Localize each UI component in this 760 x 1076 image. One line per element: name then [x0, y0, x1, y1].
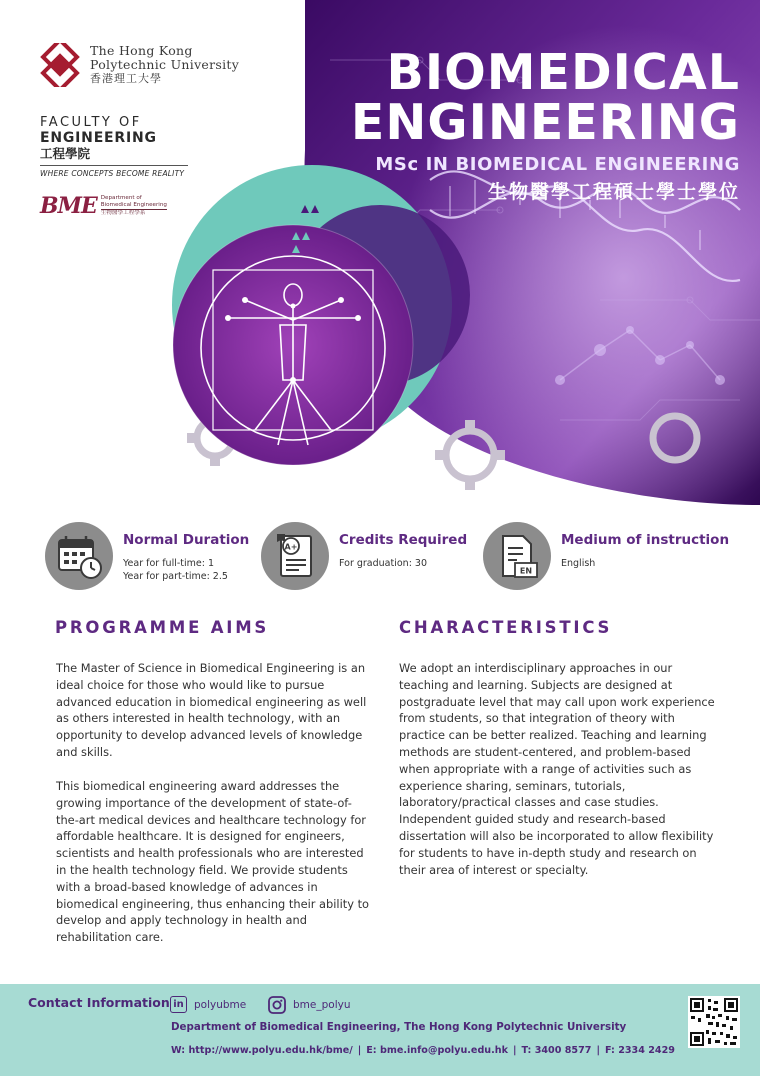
certificate-icon: [271, 532, 319, 580]
fax: F: 2334 2429: [604, 1045, 675, 1056]
calendar-clock-icon: [55, 532, 103, 580]
footer-contact-details: [171, 1045, 675, 1056]
aims-paragraph-2: This biomedical engineering award addresses the growing importance of the development of state-of-the-art medical devices and healthcare technology for affordable healthcare. It is designed for engineers, scientists and health professionals who are interested in the health technology field. We provide students with a broad-based knowledge of advances in biomedical engineering, thus enhancing their ability to develop and apply technology in health and rehabilitation care.: [56, 779, 370, 945]
footer-department: Department of Biomedical Engineering, The Hong Kong Polytechnic University: [171, 1021, 627, 1033]
linkedin-handle[interactable]: polyubme: [194, 998, 247, 1011]
instagram-icon: [268, 996, 286, 1014]
qr-code[interactable]: [688, 996, 740, 1048]
language-document-icon: [493, 532, 541, 580]
characteristics-paragraph: We adopt an interdisciplinary approaches in our teaching and learning. Subjects are designed at postgraduate level that may call upon work experience from students, so that integration of theory with practice can be better realized. Teaching and learning methods are student-centered, and problem-based when appropriate with a range of activities such as experience sharing, seminars, tutorials, laboratory/practical classes and case studies. Independent guided study and research-based dissertation will also be incorporated to allow flexibility for students to have in-depth study and research on their area of interest or specialty.: [399, 661, 715, 877]
faculty-logo: [40, 115, 188, 178]
university-name-zh: 香港理工大學: [90, 72, 162, 85]
instagram-handle[interactable]: bme_polyu: [293, 999, 351, 1011]
credits-title: Credits Required: [339, 532, 468, 548]
aims-paragraph-1: The Master of Science in Biomedical Engineering is an ideal choice for those who would like to pursue advanced education in biomedical engineering as well as others interested in health technology, with an opportunity to develop advanced levels of knowledge and skills.: [56, 661, 367, 759]
linkedin-icon: in: [170, 996, 187, 1013]
polyu-emblem-icon: [38, 43, 82, 87]
characteristics-heading: CHARACTERISTICS: [399, 618, 613, 637]
department-logo-line-2: Biomedical Engineering: [100, 202, 167, 208]
credits-graduation: For graduation: 30: [339, 558, 428, 569]
medium-badge: [483, 522, 551, 590]
department-logo-zh: 生物醫學工程學系: [100, 210, 146, 216]
faculty-tagline: WHERE CONCEPTS BECOME REALITY: [40, 169, 185, 178]
title-line-2: ENGINEERING: [350, 94, 740, 151]
duration-title: Normal Duration: [123, 532, 250, 548]
programme-subtitle-zh: 生物醫學工程碩士學士學位: [487, 181, 740, 203]
department-logo: [40, 193, 167, 219]
department-logo-line-1: Department of: [100, 195, 142, 201]
university-name-line-1: The Hong Kong: [90, 43, 193, 58]
programme-aims-heading: PROGRAMME AIMS: [55, 618, 270, 637]
faculty-line-2: ENGINEERING: [40, 130, 157, 146]
title-line-1: BIOMEDICAL: [386, 44, 740, 101]
telephone: T: 3400 8577: [521, 1045, 592, 1056]
polyu-logo: [38, 43, 239, 87]
footer: [0, 984, 760, 1076]
duration-part-time: Year for part-time: 2.5: [123, 571, 228, 582]
faculty-line-1: FACULTY OF: [40, 115, 142, 130]
duration-full-time: Year for full-time: 1: [123, 558, 215, 569]
separator: |: [513, 1045, 517, 1056]
language-badge-text: EN: [519, 566, 533, 576]
programme-subtitle: MSc IN BIOMEDICAL ENGINEERING: [375, 154, 740, 175]
email-link[interactable]: E: bme.info@polyu.edu.hk: [366, 1045, 508, 1056]
separator: |: [357, 1045, 362, 1056]
hero-banner: [0, 0, 760, 515]
linkedin-link[interactable]: [170, 996, 246, 1013]
university-name-line-2: Polytechnic University: [90, 57, 240, 72]
separator: |: [596, 1045, 600, 1056]
instagram-link[interactable]: [268, 996, 350, 1014]
medium-language: English: [561, 558, 596, 569]
hero-title: [350, 44, 740, 204]
bme-mark: BME: [40, 193, 97, 219]
website-link[interactable]: W: http://www.polyu.edu.hk/bme/: [171, 1045, 353, 1056]
duration-badge: [45, 522, 113, 590]
credits-badge: [261, 522, 329, 590]
grade-badge-text: A+: [284, 542, 298, 552]
medium-title: Medium of instruction: [561, 532, 730, 548]
contact-label: Contact Information: [28, 995, 170, 1010]
faculty-name-zh: 工程學院: [40, 146, 188, 166]
